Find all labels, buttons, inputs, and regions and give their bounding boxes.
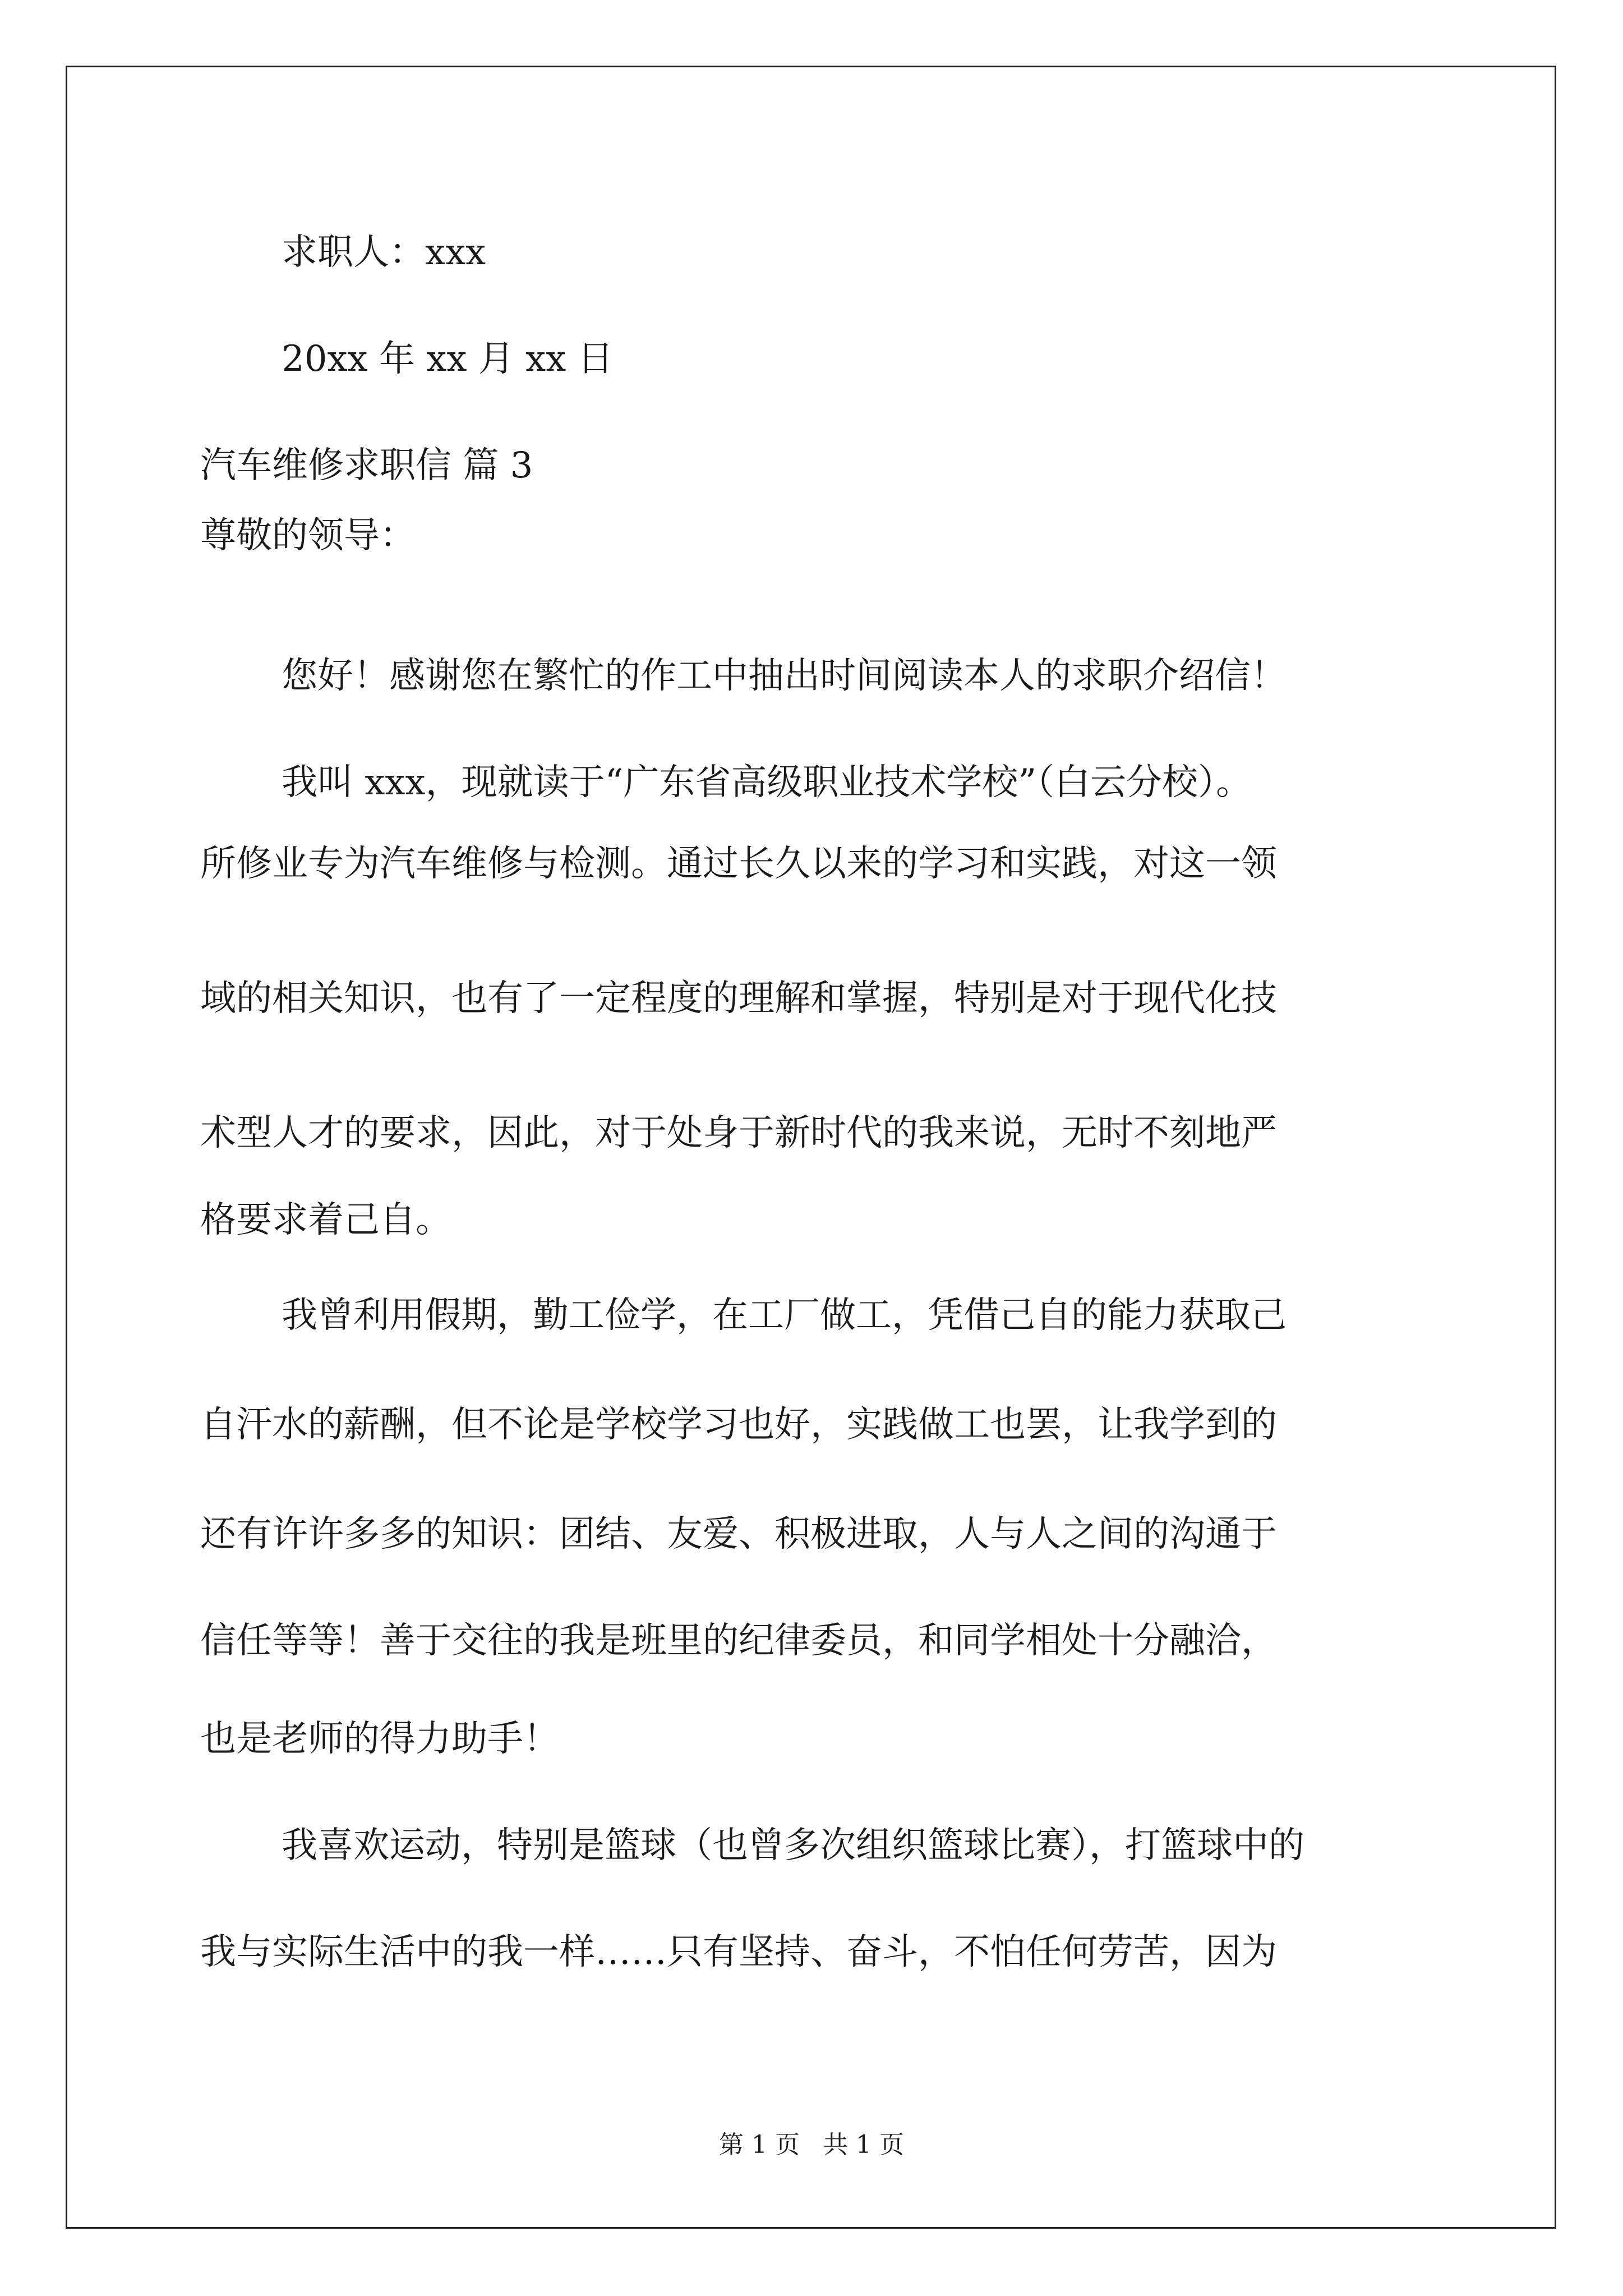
paragraph-line: 您好！感谢您在繁忙的作工中抽出时间阅读本人的求职介绍信！: [282, 655, 1287, 697]
page-footer: 第 1 页 共 1 页: [719, 2131, 904, 2159]
paragraph-line: 术型人才的要求，因此，对于处身于新时代的我来说，无时不刻地严: [200, 1112, 1277, 1154]
date-line: 20xx 年 xx 月 xx 日: [282, 338, 614, 380]
salutation: 尊敬的领导：: [200, 515, 416, 556]
section-title: 汽车维修求职信 篇 3: [200, 445, 533, 486]
paragraph-line: 所修业专为汽车维修与检测。通过长久以来的学习和实践，对这一领: [200, 843, 1277, 885]
paragraph-line: 信任等等！善于交往的我是班里的纪律委员，和同学相处十分融洽，: [200, 1620, 1277, 1662]
paragraph-line: 自汗水的薪酬，但不论是学校学习也好，实践做工也罢，让我学到的: [200, 1404, 1277, 1446]
paragraph-line: 我曾利用假期，勤工俭学，在工厂做工，凭借己自的能力获取己: [282, 1295, 1287, 1336]
paragraph-line: 我叫 xxx，现就读于“广东省高级职业技术学校”（白云分校）。: [282, 762, 1252, 803]
paragraph-line: 域的相关知识，也有了一定程度的理解和掌握，特别是对于现代化技: [200, 978, 1277, 1019]
signature-line: 求职人：xxx: [282, 232, 486, 273]
paragraph-line: 格要求着己自。: [200, 1199, 451, 1241]
paragraph-line: 还有许许多多的知识：团结、友爱、积极进取，人与人之间的沟通于: [200, 1513, 1277, 1555]
paragraph-line: 我喜欢运动，特别是篮球（也曾多次组织篮球比赛），打篮球中的: [282, 1825, 1304, 1866]
paragraph-line: 也是老师的得力助手！: [200, 1718, 559, 1760]
paragraph-line: 我与实际生活中的我一样……只有坚持、奋斗，不怕任何劳苦，因为: [200, 1931, 1277, 1973]
